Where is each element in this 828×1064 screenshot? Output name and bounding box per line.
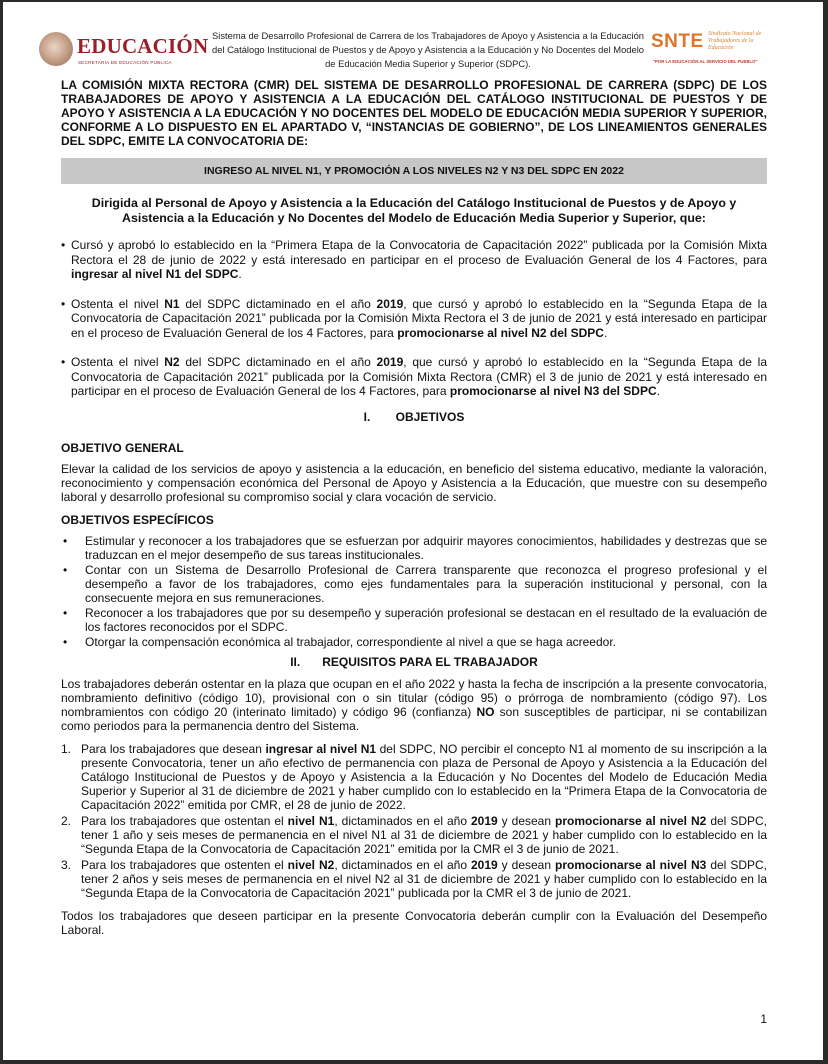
closing-paragraph: Todos los trabajadores que deseen participar en la presente Convocatoria deberán cumplir con la Evaluación del Desempeño Laboral. [61,908,767,937]
section-number: II. [290,654,301,669]
eligibility-item: • Cursó y aprobó lo establecido en la “Primera Etapa de la Convocatoria de Capacitación 2022” publicada por la Comisión Mixta Rectora el 28 de junio de 2022 y está interesado en participar en el proceso de Evaluación General de los 4 Factores, para ingresar al nivel N1 del SDPC. [61,238,767,282]
page-number: 1 [760,1012,767,1026]
document-body [61,78,767,946]
section-title: OBJETIVOS [395,409,465,424]
section-heading-objetivos [61,410,767,424]
list-item: 2. Para los trabajadores que ostentan el nivel N1, dictaminados en el año 2019 y desean promocionarse al nivel N2 del SDPC, tener 1 año y seis meses de permanencia en el nivel N1 al 31 de diciembre de 2021 y haber cumplido con lo establecido en la “Segunda Etapa de la Convocatoria de Capacitación 2021” emitida por la CMR el 3 de junio de 2021. [61,813,767,856]
objetivo-general-text: Elevar la calidad de los servicios de apoyo y asistencia a la educación, en beneficio del sistema educativo, mediante la valoración, reconocimiento y compensación económica del Personal de Apoyo y Asistencia a la Educación, que muestre con su desempeño laboral y desarrollo profesional su compromiso social y clara vocación de servicio. [61,461,767,504]
objetivos-especificos-list [61,534,767,649]
eligibility-list [61,238,767,399]
snte-logo-side-text: Sindicato Nacional de Trabajadores de la Educación [708,31,762,51]
requisitos-intro: Los trabajadores deberán ostentar en la plaza que ocupan en el año 2022 y hasta la fecha de inscripción a la presente convocatoria, nombramiento definitivo (código 10), provisional con o sin titular (código 95) o prórroga de nombramiento (código 97). Los nombramientos con código 20 (interinato limitado) y código 96 (confianza) NO son susceptibles de participar, ni se contabilizan como periodos para la permanencia dentro del Sistema. [61,676,767,733]
list-item: • Contar con un Sistema de Desarrollo Profesional de Carrera transparente que reconozca el progreso profesional y el desempeño a favor de los trabajadores, como ejes fundamentales para la superación institucional y personal, con la consecuente mejora en sus remuneraciones. [61,563,767,605]
snte-logo-word: SNTE [651,31,704,52]
snte-logo-slogan: "POR LA EDUCACIÓN AL SERVICIO DEL PUEBLO" [653,59,758,64]
section-heading-requisitos [61,655,767,669]
eligibility-item: • Ostenta el nivel N2 del SDPC dictaminado en el año 2019, que cursó y aprobó lo establecido en la “Segunda Etapa de la Convocatoria de Capacitación 2021” publicada por la Comisión Mixta Rectora (CMR) el 3 de junio de 2021 y está interesado en participar en el proceso de Evaluación General de los 4 Factores, para promocionarse al nivel N3 del SDPC. [61,355,767,399]
document-page [3,2,823,1060]
convocation-banner [61,158,767,184]
convocation-banner-text: INGRESO AL NIVEL N1, Y PROMOCIÓN A LOS NIVELES N2 Y N3 DEL SDPC EN 2022 [204,165,624,177]
section-title: REQUISITOS PARA EL TRABAJADOR [322,654,538,669]
list-item: 3. Para los trabajadores que ostenten el nivel N2, dictaminados en el año 2019 y desean promocionarse al nivel N3 del SDPC, tener 2 años y seis meses de permanencia en el nivel N2 al 31 de diciembre de 2021 y haber cumplido con lo establecido en la “Segunda Etapa de la Convocatoria de Capacitación 2021” publicada por la CMR el 3 de junio de 2021. [61,857,767,900]
eligibility-item: • Ostenta el nivel N1 del SDPC dictaminado en el año 2019, que cursó y aprobó lo establecido en la “Segunda Etapa de la Convocatoria de Capacitación 2021” publicada por la Comisión Mixta Rectora el 3 de junio de 2021 y está interesado en participar en el proceso de Evaluación General de los 4 Factores, para promocionarse al nivel N2 del SDPC. [61,297,767,341]
header-system-title: Sistema de Desarrollo Profesional de Carrera de los Trabajadores de Apoyo y Asistencia a la Educación del Catálogo Institucional de Puestos y de Apoyo y Asistencia a la Educación y No Docentes del Modelo de Educación Media Superior y Superior (SDPC). [211,30,645,69]
snte-logo [651,29,771,69]
target-audience: Dirigida al Personal de Apoyo y Asistencia a la Educación del Catálogo Institucional de Puestos y de Apoyo y Asistencia a la Educación y No Docentes del Modelo de Educación Media Superior y Superior, que: [91,196,737,225]
objetivo-general-heading: OBJETIVO GENERAL [61,440,184,455]
list-item: • Reconocer a los trabajadores que por su desempeño y superación profesional se destacan en el resultado de la evaluación de los factores reconocidos por el SDPC. [61,606,767,634]
sep-logo-word: EDUCACIÓN [77,34,209,58]
sep-logo [39,32,209,72]
page-header [3,24,823,78]
sep-logo-subtitle: SECRETARÍA DE EDUCACIÓN PÚBLICA [78,60,172,65]
objetivos-especificos-heading: OBJETIVOS ESPECÍFICOS [61,512,214,527]
list-item: • Otorgar la compensación económica al trabajador, correspondiente al nivel a que se haga acreedor. [61,635,767,649]
convocation-intro: LA COMISIÓN MIXTA RECTORA (CMR) DEL SISTEMA DE DESARROLLO PROFESIONAL DE CARRERA (SDPC) DE LOS TRABAJADORES DE APOYO Y ASISTENCIA A LA EDUCACIÓN DEL CATÁLOGO INSTITUCIONAL DE PUESTOS Y DE APOYO Y ASISTENCIA A LA EDUCACIÓN Y NO DOCENTES DEL MODELO DE EDUCACIÓN MEDIA SUPERIOR Y SUPERIOR, CONFORME A LO DISPUESTO EN EL APARTADO V, “INSTANCIAS DE GOBIERNO”, DE LOS LINEAMIENTOS GENERALES DEL SDPC, EMITE LA CONVOCATORIA DE: [61,78,767,148]
list-item: • Estimular y reconocer a los trabajadores que se esfuerzan por adquirir mayores conocimientos, habilidades y destrezas que se traduzcan en el mejor desempeño de sus tareas institucionales. [61,534,767,562]
national-seal-icon [39,32,73,66]
requisitos-list [61,742,767,900]
section-number: I. [363,409,371,424]
list-item: 1. Para los trabajadores que desean ingresar al nivel N1 del SDPC, NO percibir el concepto N1 al momento de su inscripción a la presente Convocatoria, tener un año efectivo de permanencia con plaza de Personal de Apoyo y Asistencia a la Educación del Catálogo Institucional de Puestos y de Apoyo y Asistencia a la Educación y No Docentes del Modelo de Educación Media Superior y Superior al 31 de diciembre de 2021 y haber cumplido con lo establecido en la “Primera Etapa de la Convocatoria de Capacitación 2022” emitida por CMR, el 28 de junio de 2022. [61,741,767,812]
